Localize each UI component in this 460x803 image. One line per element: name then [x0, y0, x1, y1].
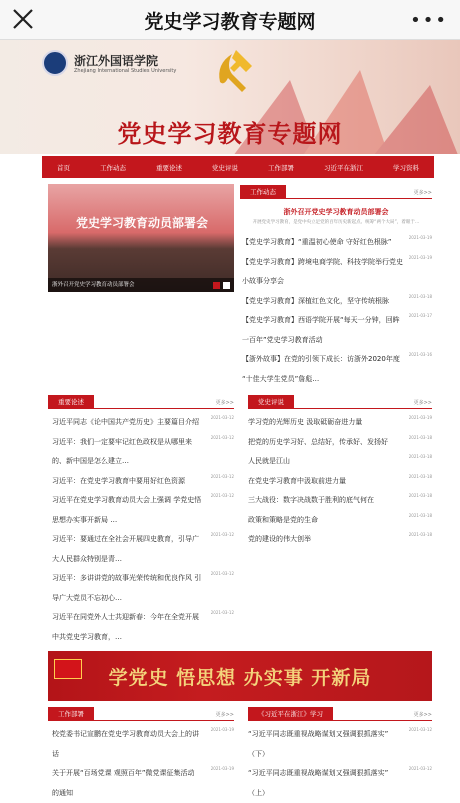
banner-title: 党史学习教育专题网	[0, 114, 460, 149]
window-title: 党史学习教育专题网	[0, 7, 460, 34]
news-carousel[interactable]	[48, 184, 234, 292]
zhejiang-list	[248, 725, 432, 803]
list-item[interactable]: 在党史学习教育中汲取前进力量 2021-03-18	[248, 472, 432, 492]
list-item[interactable]: 政策和策略是党的生命 2021-03-18	[248, 511, 432, 531]
top-bar	[0, 0, 460, 40]
slogan-text: 学党史 悟思想 办实事 开新局	[48, 663, 432, 690]
list-item[interactable]: 思想办实事开新局 …	[52, 511, 234, 531]
list-item[interactable]: 学习党的光辉历史 汲取砥砺奋进力量 2021-03-19	[248, 413, 432, 433]
nav-item-deployment[interactable]: 工作部署	[268, 163, 294, 172]
list-item[interactable]: 三大战役：数字决战数于胜利的底气何在 2021-03-18	[248, 491, 432, 511]
speeches-section-header	[48, 395, 234, 409]
list-item[interactable]: （下）	[248, 745, 432, 765]
list-item[interactable]: “十佳大学生党员”詹彪…	[242, 370, 432, 390]
list-item[interactable]: 中共党史学习教育，…	[52, 628, 234, 648]
news-section-header	[240, 185, 432, 199]
list-item[interactable]: 【党史学习教育】跨境电商学院、科技学院举行党史 2021-03-19	[242, 253, 432, 273]
carousel-dot-2[interactable]	[223, 282, 230, 289]
zhejiang-more-link[interactable]: 更多>>	[414, 711, 432, 718]
nav-item-commentary[interactable]: 党史评说	[212, 163, 238, 172]
university-name-en: Zhejiang International Studies University	[74, 68, 176, 74]
list-item[interactable]: 导广大党员不忘初心…	[52, 589, 234, 609]
list-item[interactable]: 校党委书记宣鹏在党史学习教育动员大会上的讲 2021-03-19	[52, 725, 234, 745]
news-list	[242, 233, 432, 389]
list-item[interactable]: 习近平同志《论中国共产党历史》主要篇目介绍 2021-03-12	[52, 413, 234, 433]
speeches-list	[52, 413, 234, 647]
list-item[interactable]: “习近平同志既重视战略谋划又强调狠抓落实” 2021-03-12	[248, 764, 432, 784]
deploy-section-header	[48, 707, 234, 721]
meeting-hall-photo	[48, 184, 234, 292]
tab-deployment[interactable]: 工作部署	[48, 707, 94, 721]
site-banner	[0, 40, 460, 154]
list-item[interactable]: “习近平同志既重视战略谋划又强调狠抓落实” 2021-03-12	[248, 725, 432, 745]
nav-item-study-materials[interactable]: 学习资料	[393, 163, 419, 172]
nav-item-xi-in-zhejiang[interactable]: 习近平在浙江	[324, 163, 363, 172]
carousel-caption[interactable]: 浙外召开党史学习教育动员部署会	[48, 278, 234, 292]
list-item[interactable]: 关于开展“百场党课 观照百年”微党课征集活动 2021-03-19	[52, 764, 234, 784]
university-name: 浙江外国语学院	[74, 52, 158, 69]
more-options-icon[interactable]: •••	[410, 10, 448, 31]
news-feature-summary: 开展党史学习教育，是党中央立足党的百年历史新起点、统筹“两个大局”，着眼于…	[240, 219, 432, 225]
party-emblem-icon	[206, 42, 262, 98]
list-item[interactable]: 习近平在同党外人士共迎新春：今年在全党开展 2021-03-12	[52, 608, 234, 628]
list-item[interactable]: 话	[52, 745, 234, 765]
carousel-dot-1[interactable]	[213, 282, 220, 289]
list-item[interactable]: （上）	[248, 784, 432, 803]
deploy-list	[52, 725, 234, 803]
list-item[interactable]: 人民就是江山 2021-03-18	[248, 452, 432, 472]
carousel-banner-text: 党史学习教育动员部署会	[76, 214, 208, 231]
list-item[interactable]: 【党史学习教育】“重温初心使命 守好红色根脉” 2021-03-19	[242, 233, 432, 253]
commentary-section-header	[248, 395, 432, 409]
list-item[interactable]: 小故事分享会	[242, 272, 432, 292]
nav-item-speeches[interactable]: 重要论述	[156, 163, 182, 172]
list-item[interactable]: 大人民群众特别是青…	[52, 550, 234, 570]
university-logo-icon	[42, 50, 68, 76]
list-item[interactable]: 习近平：多讲讲党的故事光荣传统和优良作风 引 2021-03-12	[52, 569, 234, 589]
tab-speeches[interactable]: 重要论述	[48, 395, 94, 409]
main-nav	[42, 156, 434, 178]
tab-xi-in-zhejiang[interactable]: 《习近平在浙江》学习	[248, 707, 333, 721]
list-item[interactable]: 【党史学习教育】深植红色文化，坚守传统根脉 2021-03-18	[242, 292, 432, 312]
deploy-more-link[interactable]: 更多>>	[216, 711, 234, 718]
tab-work-news[interactable]: 工作动态	[240, 185, 286, 199]
list-item[interactable]: 的通知	[52, 784, 234, 803]
nav-item-work-news[interactable]: 工作动态	[100, 163, 126, 172]
commentary-list	[248, 413, 432, 550]
news-feature-title[interactable]: 浙外召开党史学习教育动员部署会	[240, 207, 432, 217]
nav-item-home[interactable]: 首页	[57, 163, 70, 172]
list-item[interactable]: 【浙外故事】在党的引领下成长：访浙外2020年度 2021-03-16	[242, 350, 432, 370]
commentary-more-link[interactable]: 更多>>	[414, 399, 432, 406]
list-item[interactable]: 习近平在党史学习教育动员大会上强调 学党史悟 2021-03-12	[52, 491, 234, 511]
list-item[interactable]: 习近平：要通过在全社会开展四史教育，引导广 2021-03-12	[52, 530, 234, 550]
list-item[interactable]: 的、新中国是怎么建立…	[52, 452, 234, 472]
list-item[interactable]: 习近平：我们一定要牢记红色政权是从哪里来 2021-03-12	[52, 433, 234, 453]
list-item[interactable]: 党的建设的伟大创举 2021-03-18	[248, 530, 432, 550]
list-item[interactable]: 习近平：在党史学习教育中要用好红色资源 2021-03-12	[52, 472, 234, 492]
slogan-banner	[48, 651, 432, 701]
zhejiang-section-header	[248, 707, 432, 721]
tab-commentary[interactable]: 党史评说	[248, 395, 294, 409]
list-item[interactable]: 【党史学习教育】西语学院开展“每天一分钟，回眸 2021-03-17	[242, 311, 432, 331]
list-item[interactable]: 一百年”党史学习教育活动	[242, 331, 432, 351]
speeches-more-link[interactable]: 更多>>	[216, 399, 234, 406]
news-more-link[interactable]: 更多>>	[414, 189, 432, 196]
list-item[interactable]: 把党的历史学习好、总结好，传承好、发扬好 2021-03-18	[248, 433, 432, 453]
